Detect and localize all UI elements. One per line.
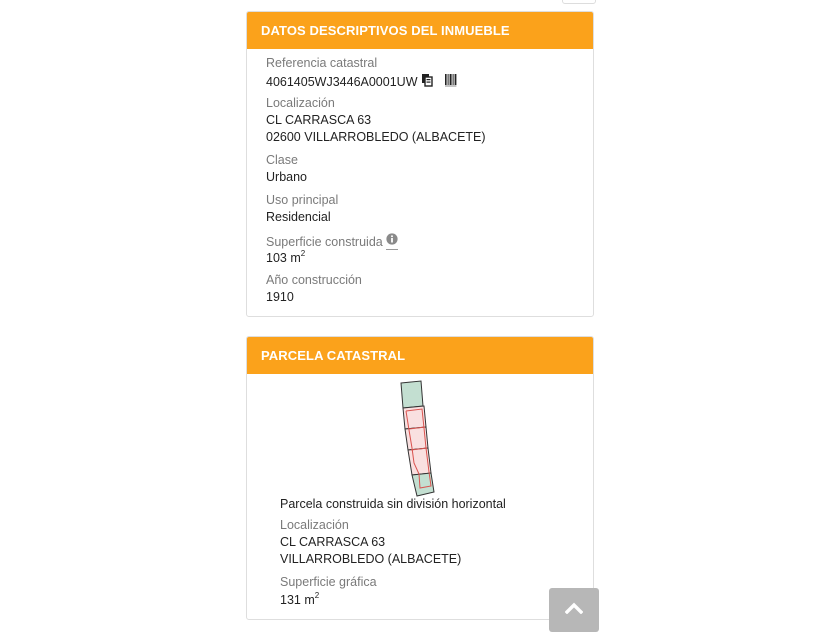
referencia-row xyxy=(266,73,458,90)
anio-construccion-value: 1910 xyxy=(266,290,294,304)
barcode-icon[interactable] xyxy=(444,73,458,90)
superficie-grafica-exponent: 2 xyxy=(314,591,320,600)
parcela-localizacion-label: Localización xyxy=(280,518,349,532)
copy-icon[interactable] xyxy=(421,73,434,90)
localizacion-line1: CL CARRASCA 63 xyxy=(266,113,372,127)
info-icon[interactable] xyxy=(386,233,398,250)
clase-value: Urbano xyxy=(266,170,307,184)
datos-inmueble-header: DATOS DESCRIPTIVOS DEL INMUEBLE xyxy=(247,12,593,49)
parcela-localizacion-line2: VILLARROBLEDO (ALBACETE) xyxy=(280,552,462,566)
superficie-construida-row xyxy=(266,233,398,250)
referencia-label: Referencia catastral xyxy=(266,56,378,70)
clase-label: Clase xyxy=(266,153,298,167)
superficie-grafica-number: 131 m xyxy=(280,593,315,607)
uso-principal-value: Residencial xyxy=(266,210,331,224)
anio-construccion-label: Año construcción xyxy=(266,273,362,287)
uso-principal-label: Uso principal xyxy=(266,193,339,207)
localizacion-label: Localización xyxy=(266,96,335,110)
superficie-grafica-label: Superficie gráfica xyxy=(280,575,377,589)
previous-panel-edge xyxy=(562,0,596,4)
parcel-map[interactable] xyxy=(395,378,447,500)
superficie-construida-value xyxy=(266,249,305,265)
chevron-up-icon xyxy=(565,601,583,619)
datos-inmueble-panel xyxy=(246,11,594,317)
parcela-tipo: Parcela construida sin división horizontal xyxy=(280,497,506,511)
scroll-to-top-button[interactable] xyxy=(549,588,599,632)
parcela-localizacion-line1: CL CARRASCA 63 xyxy=(280,535,386,549)
parcela-catastral-header: PARCELA CATASTRAL xyxy=(247,337,593,374)
parcel-segment-top xyxy=(401,381,423,408)
superficie-construida-number: 103 m xyxy=(266,251,301,265)
referencia-value[interactable]: 4061405WJ3446A0001UW xyxy=(266,74,418,89)
parcela-catastral-panel xyxy=(246,336,594,620)
superficie-construida-label: Superficie construida xyxy=(266,234,383,249)
superficie-grafica-value xyxy=(280,591,319,607)
superficie-construida-exponent: 2 xyxy=(300,249,306,258)
localizacion-line2: 02600 VILLARROBLEDO (ALBACETE) xyxy=(266,130,486,144)
